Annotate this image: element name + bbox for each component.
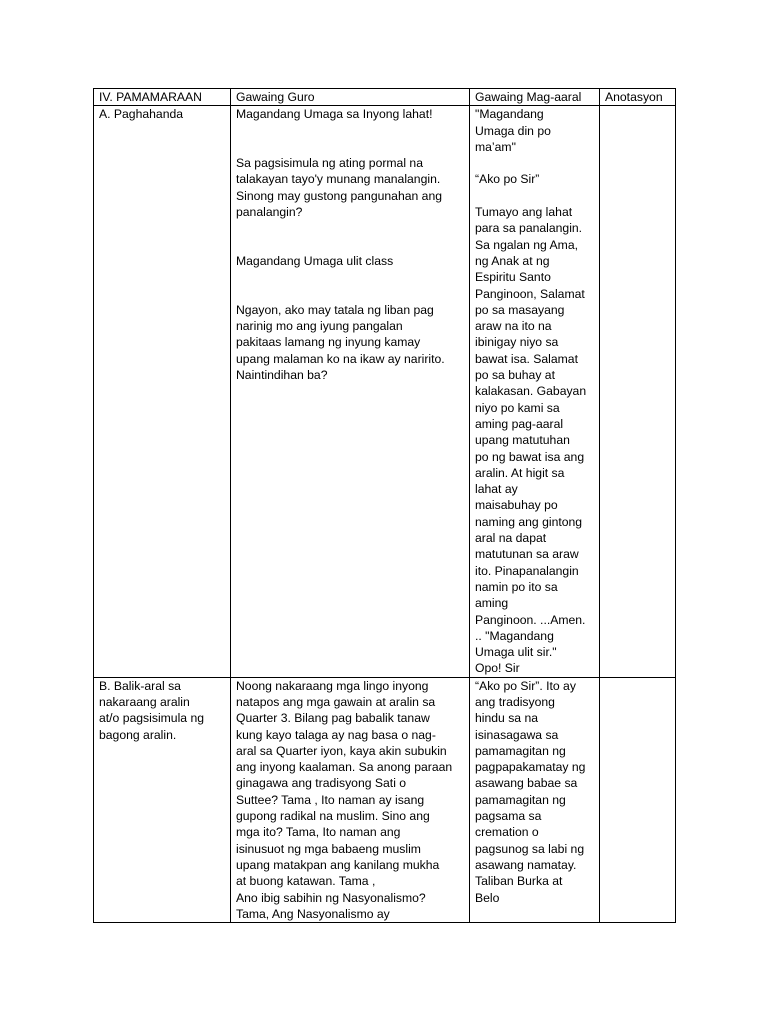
table-row-paghahanda: [94, 106, 676, 677]
lesson-plan-table: [93, 88, 676, 923]
row-a-annotation-cell: [600, 106, 676, 677]
header-gawaing-mag-aaral: Gawaing Mag-aaral: [470, 89, 600, 106]
header-gawaing-guro: Gawaing Guro: [231, 89, 470, 106]
row-b-label: [94, 677, 231, 922]
row-b-label-text: B. Balik-aral sa nakaraang aralin at/o pagsisimula ng bagong aralin.: [99, 678, 205, 742]
row-a-student-volunteer: “Ako po Sir”: [475, 172, 540, 187]
row-a-label: [94, 106, 231, 677]
row-a-teacher-greeting: Magandang Umaga sa Inyong lahat!: [236, 107, 433, 122]
table-row-balik-aral: [94, 677, 676, 922]
header-pamamaraan: IV. PAMAMARAAN: [94, 89, 231, 106]
row-b-teacher-cell: [231, 677, 470, 922]
row-a-student-cell: [470, 106, 600, 677]
row-b-teacher-review: Noong nakaraang mga lingo inyong natapos ang mga gawain at aralin sa Quarter 3. Bilang pag babalik tanaw kung kayo talaga ay nag basa o nag- aral sa Quarter iyon, kaya akin subukin ang inyong kaalaman. Sa anong paraan ginagawa ang tradisyong Sati o Suttee? Tama , Ito naman ay isang gupong radikal na muslim. Sino ang mga ito? Tama, Ito naman ang isinusuot ng mga babaeng muslim upang matakpan ang kanilang mukha at buong katawan. Tama , Ano ibig sabihin ng Nasyonalismo? Tama, Ang Nasyonalismo ay: [236, 678, 453, 921]
row-b-student-cell: [470, 677, 600, 922]
row-a-teacher-attendance: Ngayon, ako may tatala ng liban pag narinig mo ang iyung pangalan pakitaas lamang ng inyung kamay upang malaman ko na ikaw ay naririto. Naintindihan ba?: [236, 302, 445, 383]
row-b-student-answers: “Ako po Sir”. Ito ay ang tradisyong hindu sa na isinasagawa sa pamamagitan ng pagpapakamatay ng asawang babae sa pamamagitan ng pagsama sa cremation o pagsunog sa labi ng asawang namatay. Taliban Burka at Belo: [475, 678, 586, 905]
header-anotasyon: Anotasyon: [600, 89, 676, 106]
row-a-teacher-cell: [231, 106, 470, 677]
row-a-student-prayer: Tumayo ang lahat para sa panalangin. Sa ngalan ng Ama, ng Anak at ng Espiritu Santo Panginoon, Salamat po sa masayang araw na ito na ibinigay niyo sa bawat isa. Salamat po sa buhay at kalakasan. Gabayan niyo po kami sa aming pag-aaral upang matutuhan po ng bawat isa ang aralin. At higit sa lahat ay maisabuhay po naming ang gintong aral na dapat matutunan sa araw ito. Pinapanalangin namin po ito sa aming Panginoon. ...Amen. .. "Magandang Umaga ulit sir." Opo! Sir: [475, 205, 587, 676]
row-a-teacher-prayer-prompt: Sa pagsisimula ng ating pormal na talakayan tayo'y munang manalangin. Sinong may gustong pangunahan ang panalangin?: [236, 156, 443, 220]
row-a-label-text: A. Paghahanda: [99, 107, 184, 122]
row-a-student-greeting: "Magandang Umaga din po ma’am": [475, 107, 551, 154]
row-b-annotation-cell: [600, 677, 676, 922]
table-header-row: [94, 89, 676, 106]
row-a-teacher-second-greeting: Magandang Umaga ulit class: [236, 253, 394, 268]
